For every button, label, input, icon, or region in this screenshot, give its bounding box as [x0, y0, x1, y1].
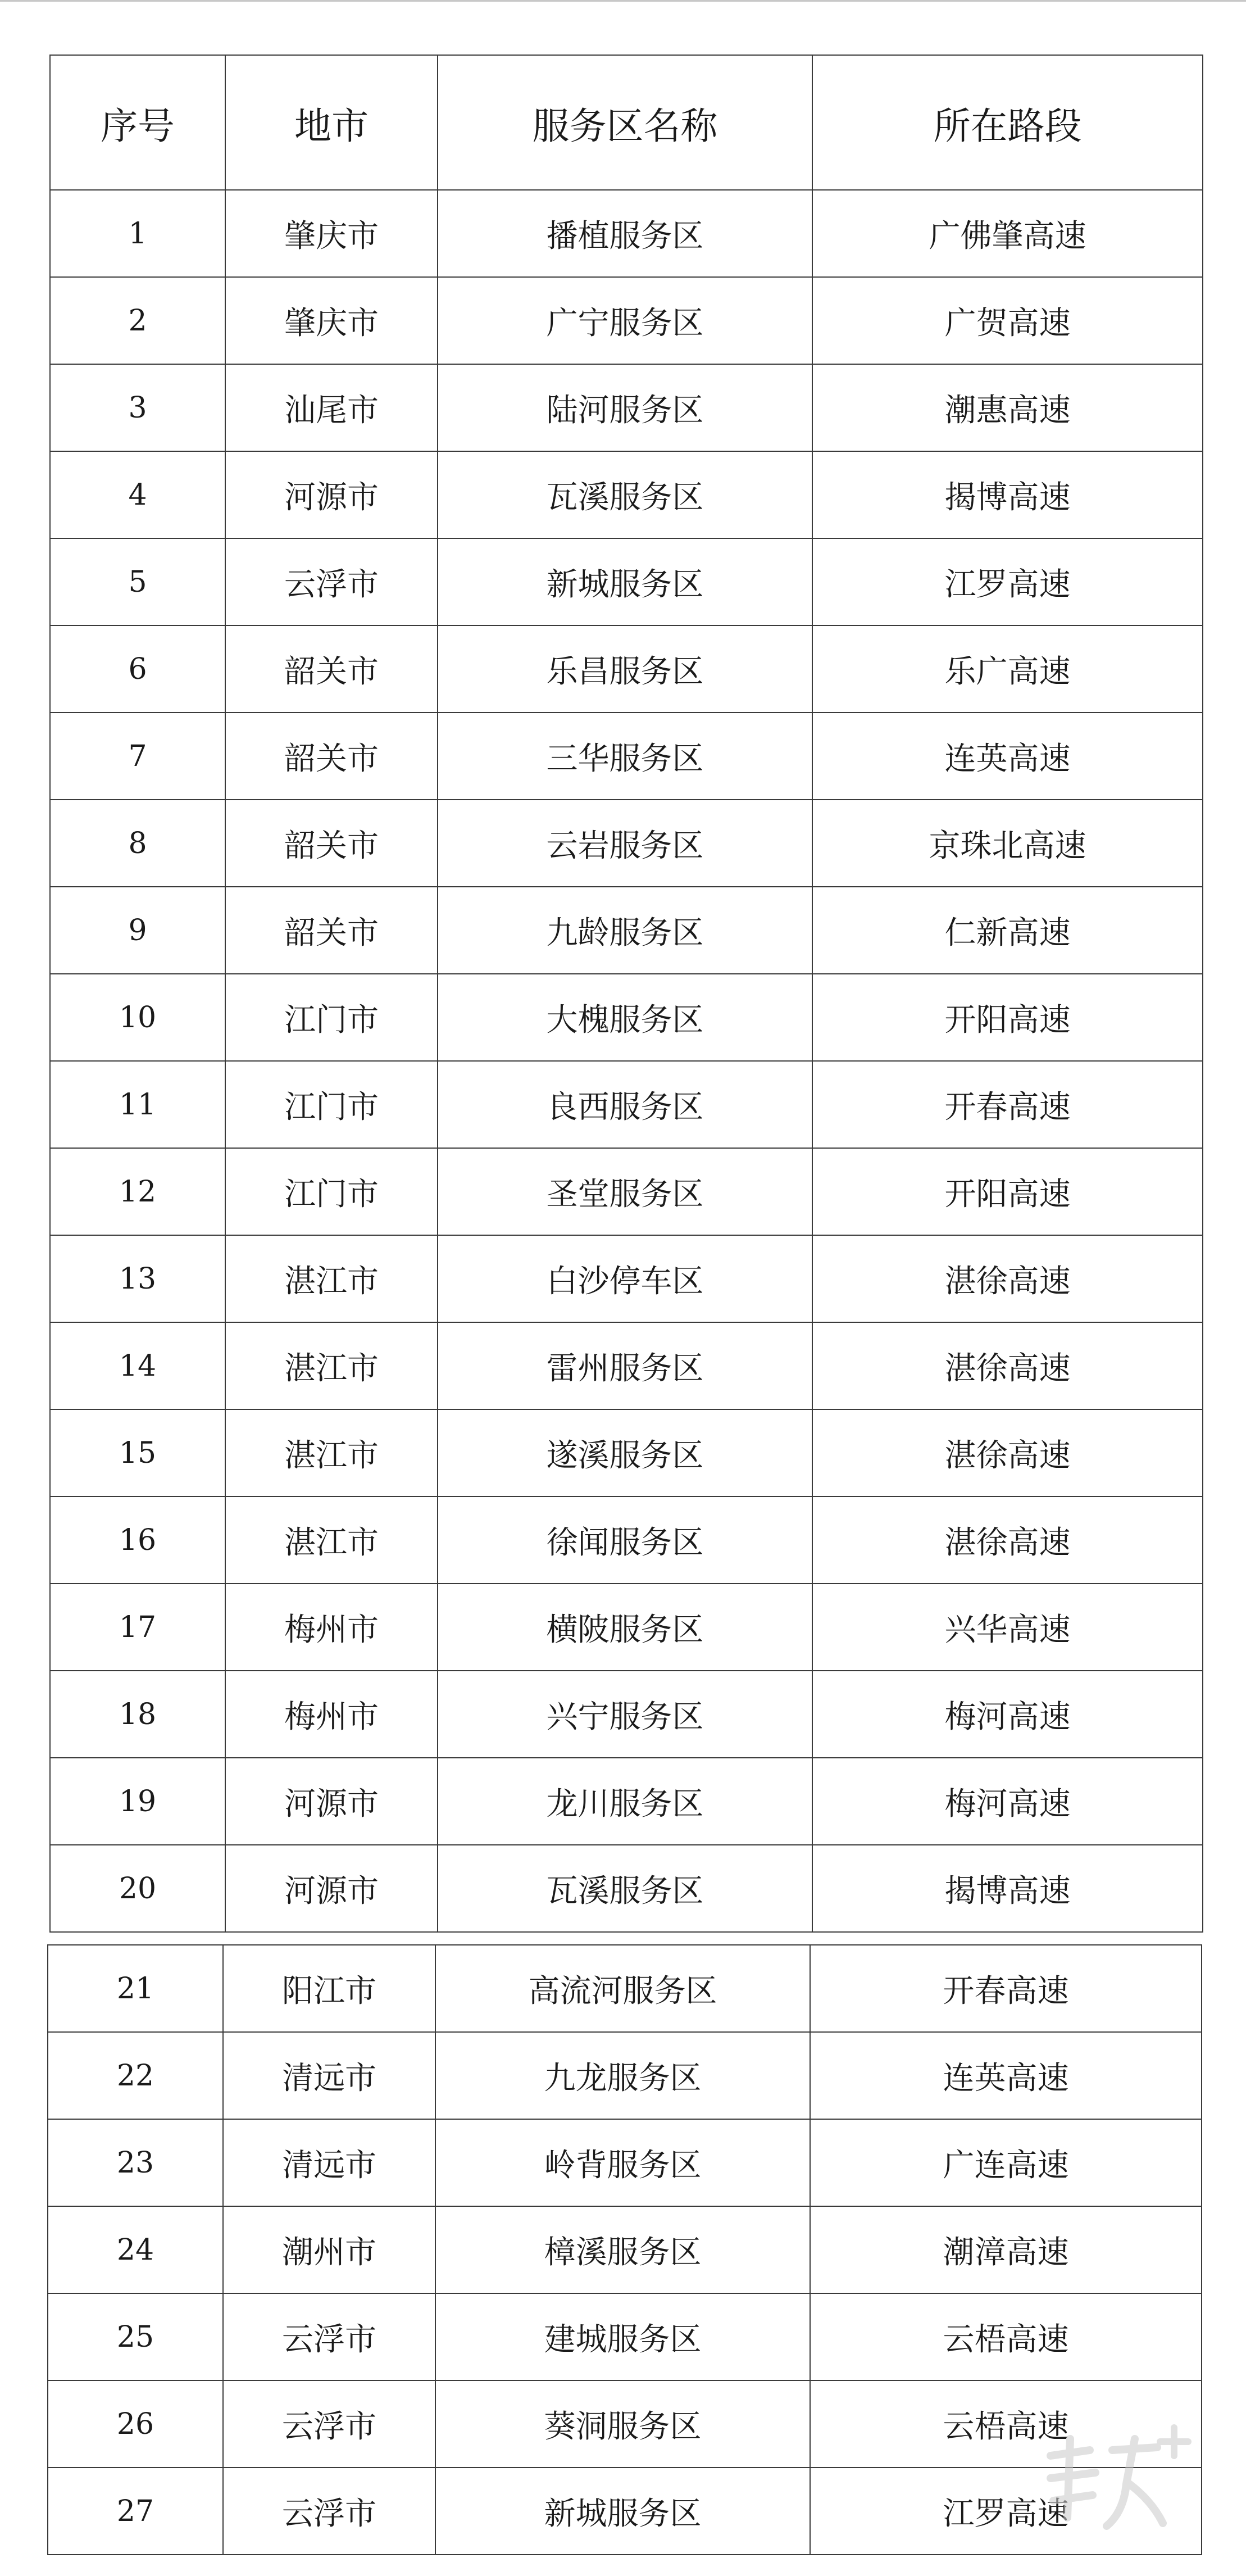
cell-road-section: 云梧高速 [810, 2293, 1202, 2380]
cell-service-area: 徐闻服务区 [438, 1496, 812, 1584]
cell-service-area: 圣堂服务区 [438, 1148, 812, 1235]
cell-service-area: 遂溪服务区 [438, 1409, 812, 1496]
cell-city: 云浮市 [223, 2293, 435, 2380]
cell-city: 韶关市 [225, 887, 438, 974]
header-index: 序号 [50, 55, 225, 190]
cell-road-section: 潮漳高速 [810, 2206, 1202, 2293]
cell-service-area: 横陂服务区 [438, 1584, 812, 1671]
table-row [50, 800, 1203, 887]
cell-road-section: 开春高速 [812, 1061, 1203, 1148]
cell-index: 18 [50, 1671, 225, 1758]
cell-index: 1 [50, 190, 225, 277]
cell-service-area: 播植服务区 [438, 190, 812, 277]
header-city: 地市 [225, 55, 438, 190]
cell-road-section: 湛徐高速 [812, 1409, 1203, 1496]
cell-road-section: 兴华高速 [812, 1584, 1203, 1671]
cell-road-section: 连英高速 [812, 713, 1203, 800]
cell-city: 江门市 [225, 1148, 438, 1235]
table-row [50, 1061, 1203, 1148]
table-row [48, 2032, 1202, 2119]
table-row [50, 1496, 1203, 1584]
cell-index: 5 [50, 538, 225, 625]
cell-service-area: 九龙服务区 [435, 2032, 810, 2119]
table-row [50, 1322, 1203, 1409]
table-row [48, 1945, 1202, 2032]
cell-city: 肇庆市 [225, 277, 438, 364]
table-row [50, 1671, 1203, 1758]
cell-service-area: 大槐服务区 [438, 974, 812, 1061]
cell-city: 湛江市 [225, 1235, 438, 1322]
cell-road-section: 连英高速 [810, 2032, 1202, 2119]
cell-service-area: 兴宁服务区 [438, 1671, 812, 1758]
cell-road-section: 江罗高速 [810, 2468, 1202, 2555]
cell-service-area: 龙川服务区 [438, 1758, 812, 1845]
cell-index: 22 [48, 2032, 223, 2119]
cell-index: 11 [50, 1061, 225, 1148]
nanfang-plus-logo-icon [1028, 2416, 1197, 2540]
cell-service-area: 葵洞服务区 [435, 2380, 810, 2468]
cell-city: 韶关市 [225, 713, 438, 800]
table-row [50, 364, 1203, 451]
cell-city: 江门市 [225, 974, 438, 1061]
cell-service-area: 乐昌服务区 [438, 625, 812, 713]
cell-road-section: 梅河高速 [812, 1671, 1203, 1758]
cell-road-section: 梅河高速 [812, 1758, 1203, 1845]
top-divider [0, 0, 1246, 2]
cell-index: 7 [50, 713, 225, 800]
cell-road-section: 广贺高速 [812, 277, 1203, 364]
cell-service-area: 白沙停车区 [438, 1235, 812, 1322]
cell-road-section: 广连高速 [810, 2119, 1202, 2206]
cell-service-area: 陆河服务区 [438, 364, 812, 451]
cell-index: 16 [50, 1496, 225, 1584]
cell-service-area: 广宁服务区 [438, 277, 812, 364]
cell-city: 湛江市 [225, 1409, 438, 1496]
table-row [50, 1235, 1203, 1322]
cell-city: 汕尾市 [225, 364, 438, 451]
cell-service-area: 新城服务区 [438, 538, 812, 625]
cell-index: 9 [50, 887, 225, 974]
cell-index: 20 [50, 1845, 225, 1932]
cell-index: 12 [50, 1148, 225, 1235]
cell-index: 15 [50, 1409, 225, 1496]
cell-road-section: 仁新高速 [812, 887, 1203, 974]
table-header-row [50, 55, 1203, 190]
cell-city: 潮州市 [223, 2206, 435, 2293]
nanfang-plus-watermark [1028, 2416, 1197, 2540]
cell-road-section: 京珠北高速 [812, 800, 1203, 887]
header-road-section: 所在路段 [812, 55, 1203, 190]
cell-service-area: 良西服务区 [438, 1061, 812, 1148]
cell-service-area: 三华服务区 [438, 713, 812, 800]
table-row [50, 1758, 1203, 1845]
cell-index: 2 [50, 277, 225, 364]
cell-city: 清远市 [223, 2032, 435, 2119]
cell-road-section: 揭博高速 [812, 451, 1203, 538]
cell-index: 13 [50, 1235, 225, 1322]
cell-city: 清远市 [223, 2119, 435, 2206]
table-row [50, 1845, 1203, 1932]
cell-city: 梅州市 [225, 1584, 438, 1671]
cell-city: 梅州市 [225, 1671, 438, 1758]
cell-road-section: 揭博高速 [812, 1845, 1203, 1932]
cell-road-section: 云梧高速 [810, 2380, 1202, 2468]
cell-index: 21 [48, 1945, 223, 2032]
cell-city: 湛江市 [225, 1496, 438, 1584]
cell-index: 8 [50, 800, 225, 887]
cell-index: 27 [48, 2468, 223, 2555]
table-row [48, 2206, 1202, 2293]
cell-road-section: 开阳高速 [812, 1148, 1203, 1235]
cell-index: 26 [48, 2380, 223, 2468]
cell-road-section: 开阳高速 [812, 974, 1203, 1061]
cell-service-area: 瓦溪服务区 [438, 451, 812, 538]
cell-city: 肇庆市 [225, 190, 438, 277]
table-row [50, 451, 1203, 538]
cell-index: 23 [48, 2119, 223, 2206]
cell-city: 云浮市 [225, 538, 438, 625]
table-row [50, 1148, 1203, 1235]
cell-service-area: 云岩服务区 [438, 800, 812, 887]
table-row [50, 1409, 1203, 1496]
cell-index: 4 [50, 451, 225, 538]
cell-service-area: 新城服务区 [435, 2468, 810, 2555]
cell-road-section: 江罗高速 [812, 538, 1203, 625]
cell-city: 阳江市 [223, 1945, 435, 2032]
cell-index: 24 [48, 2206, 223, 2293]
cell-service-area: 建城服务区 [435, 2293, 810, 2380]
table-row [48, 2119, 1202, 2206]
cell-city: 河源市 [225, 1845, 438, 1932]
header-service-area: 服务区名称 [438, 55, 812, 190]
cell-city: 河源市 [225, 451, 438, 538]
cell-service-area: 高流河服务区 [435, 1945, 810, 2032]
cell-index: 25 [48, 2293, 223, 2380]
cell-index: 14 [50, 1322, 225, 1409]
cell-road-section: 潮惠高速 [812, 364, 1203, 451]
cell-service-area: 雷州服务区 [438, 1322, 812, 1409]
cell-service-area: 樟溪服务区 [435, 2206, 810, 2293]
cell-road-section: 广佛肇高速 [812, 190, 1203, 277]
cell-road-section: 乐广高速 [812, 625, 1203, 713]
cell-service-area: 岭背服务区 [435, 2119, 810, 2206]
cell-index: 10 [50, 974, 225, 1061]
cell-service-area: 九龄服务区 [438, 887, 812, 974]
table-row [50, 1584, 1203, 1671]
cell-road-section: 湛徐高速 [812, 1496, 1203, 1584]
table-row [50, 625, 1203, 713]
cell-city: 湛江市 [225, 1322, 438, 1409]
table-row [50, 190, 1203, 277]
cell-city: 云浮市 [223, 2380, 435, 2468]
service-area-table [49, 55, 1203, 1933]
cell-road-section: 开春高速 [810, 1945, 1202, 2032]
cell-index: 19 [50, 1758, 225, 1845]
table-row [50, 277, 1203, 364]
table-row [50, 887, 1203, 974]
cell-index: 3 [50, 364, 225, 451]
table-row [50, 974, 1203, 1061]
table-row [48, 2293, 1202, 2380]
cell-service-area: 瓦溪服务区 [438, 1845, 812, 1932]
cell-index: 17 [50, 1584, 225, 1671]
cell-road-section: 湛徐高速 [812, 1235, 1203, 1322]
cell-city: 韶关市 [225, 800, 438, 887]
table-row [50, 538, 1203, 625]
cell-city: 河源市 [225, 1758, 438, 1845]
cell-index: 6 [50, 625, 225, 713]
table-row [50, 713, 1203, 800]
cell-road-section: 湛徐高速 [812, 1322, 1203, 1409]
cell-city: 韶关市 [225, 625, 438, 713]
cell-city: 江门市 [225, 1061, 438, 1148]
cell-city: 云浮市 [223, 2468, 435, 2555]
